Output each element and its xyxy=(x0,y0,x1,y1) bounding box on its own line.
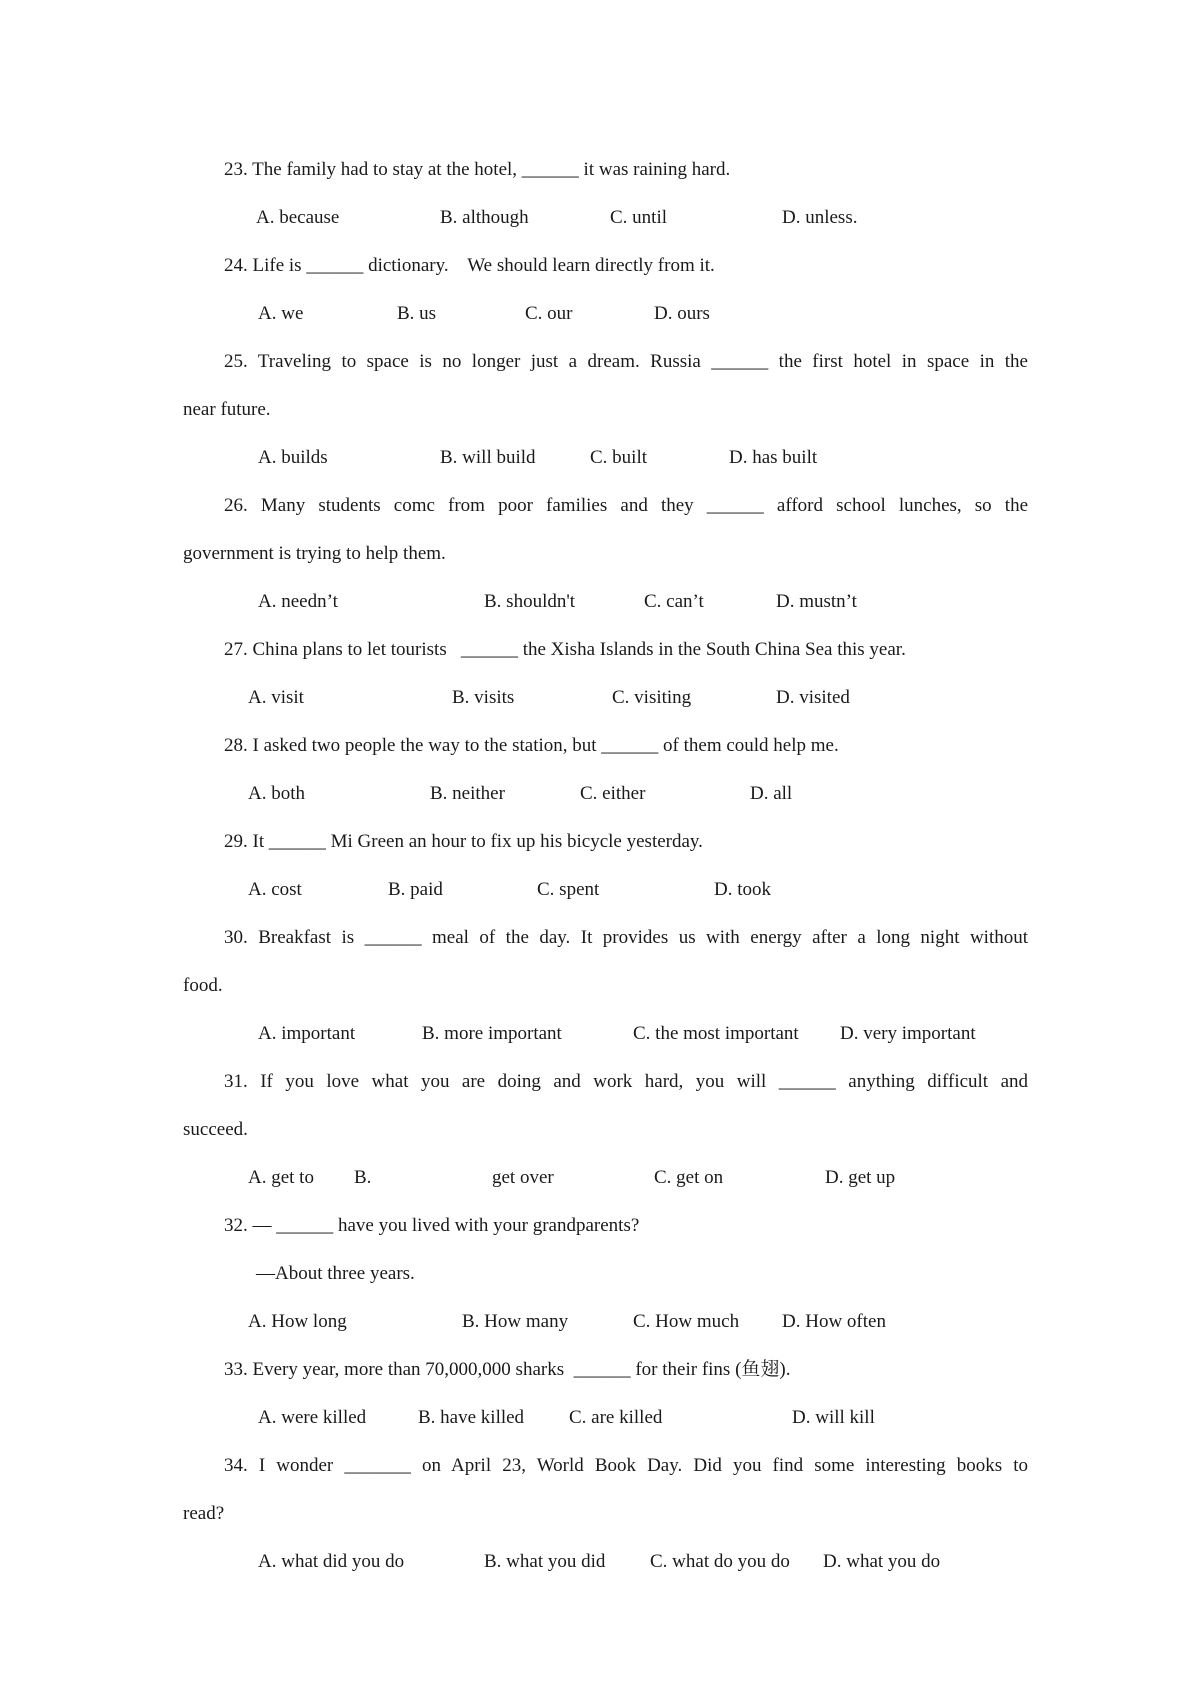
q28-option-b: B. neither xyxy=(430,783,505,804)
question-33-stem: 33. Every year, more than 70,000,000 sharks ______ for their fins (鱼翅). xyxy=(224,1359,791,1380)
q26-option-d: D. mustn’t xyxy=(776,591,857,612)
q32-option-a: A. How long xyxy=(248,1311,347,1332)
q24-option-a: A. we xyxy=(258,303,304,324)
q27-option-b: B. visits xyxy=(452,687,515,708)
q23-option-b: B. although xyxy=(440,207,529,228)
question-26-stem: 26. Many students comc from poor families and they ______ afford school lunches, so the xyxy=(224,495,1029,516)
q30-option-a: A. important xyxy=(258,1023,356,1044)
q23-option-d: D. unless. xyxy=(782,207,858,228)
q25-option-b: B. will build xyxy=(440,447,536,468)
q27-option-a: A. visit xyxy=(248,687,304,708)
question-31-stem: 31. If you love what you are doing and work hard, you will ______ anything difficult and xyxy=(224,1071,1029,1092)
q25-option-a: A. builds xyxy=(258,447,328,468)
q34-option-b: B. what you did xyxy=(484,1551,606,1572)
q29-option-d: D. took xyxy=(714,879,771,900)
q30-option-d: D. very important xyxy=(840,1023,976,1044)
question-23-stem: 23. The family had to stay at the hotel, ______ it was raining hard. xyxy=(224,159,731,180)
q27-option-d: D. visited xyxy=(776,687,850,708)
question-32-answer-line: —About three years. xyxy=(256,1263,415,1284)
q28-option-a: A. both xyxy=(248,783,305,804)
question-30-stem-cont: food. xyxy=(183,975,223,996)
q31-option-c: C. get on xyxy=(654,1167,724,1188)
question-25-stem: 25. Traveling to space is no longer just a dream. Russia ______ the first hotel in space in the xyxy=(224,351,1028,372)
q33-option-d: D. will kill xyxy=(792,1407,875,1428)
question-24-stem: 24. Life is ______ dictionary. We should learn directly from it. xyxy=(224,255,715,276)
q24-option-b: B. us xyxy=(397,303,437,324)
q34-option-c: C. what do you do xyxy=(650,1551,790,1572)
q34-option-a: A. what did you do xyxy=(258,1551,405,1572)
q33-option-b: B. have killed xyxy=(418,1407,525,1428)
q32-option-b: B. How many xyxy=(462,1311,569,1332)
question-31-stem-cont: succeed. xyxy=(183,1119,248,1140)
q31-option-b-letter: B. xyxy=(354,1167,372,1188)
q25-option-d: D. has built xyxy=(729,447,818,468)
q34-option-d: D. what you do xyxy=(823,1551,941,1572)
q33-option-a: A. were killed xyxy=(258,1407,367,1428)
q26-option-b: B. shouldn't xyxy=(484,591,576,612)
q28-option-d: D. all xyxy=(750,783,793,804)
q31-option-b-text: get over xyxy=(492,1167,554,1188)
q27-option-c: C. visiting xyxy=(612,687,692,708)
question-29-stem: 29. It ______ Mi Green an hour to fix up his bicycle yesterday. xyxy=(224,831,703,852)
q31-option-d: D. get up xyxy=(825,1167,896,1188)
q29-option-b: B. paid xyxy=(388,879,443,900)
q32-option-c: C. How much xyxy=(633,1311,740,1332)
q26-option-a: A. needn’t xyxy=(258,591,338,612)
q32-option-d: D. How often xyxy=(782,1311,886,1332)
q23-option-c: C. until xyxy=(610,207,668,228)
q30-option-c: C. the most important xyxy=(633,1023,799,1044)
question-28-stem: 28. I asked two people the way to the station, but ______ of them could help me. xyxy=(224,735,839,756)
question-32-stem: 32. — ______ have you lived with your grandparents? xyxy=(224,1215,640,1236)
question-34-stem: 34. I wonder _______ on April 23, World Book Day. Did you find some interesting books to xyxy=(224,1455,1029,1476)
q29-option-a: A. cost xyxy=(248,879,302,900)
question-27-stem: 27. China plans to let tourists ______ the Xisha Islands in the South China Sea this year. xyxy=(224,639,906,660)
q24-option-c: C. our xyxy=(525,303,573,324)
question-34-stem-cont: read? xyxy=(183,1503,225,1524)
question-26-stem-cont: government is trying to help them. xyxy=(183,543,446,564)
q33-option-c: C. are killed xyxy=(569,1407,663,1428)
question-30-stem: 30. Breakfast is ______ meal of the day. It provides us with energy after a long night without xyxy=(224,927,1028,948)
q26-option-c: C. can’t xyxy=(644,591,704,612)
q24-option-d: D. ours xyxy=(654,303,710,324)
q30-option-b: B. more important xyxy=(422,1023,562,1044)
question-25-stem-cont: near future. xyxy=(183,399,271,420)
q31-option-a: A. get to xyxy=(248,1167,314,1188)
q29-option-c: C. spent xyxy=(537,879,600,900)
q23-option-a: A. because xyxy=(256,207,340,228)
q25-option-c: C. built xyxy=(590,447,648,468)
q28-option-c: C. either xyxy=(580,783,646,804)
